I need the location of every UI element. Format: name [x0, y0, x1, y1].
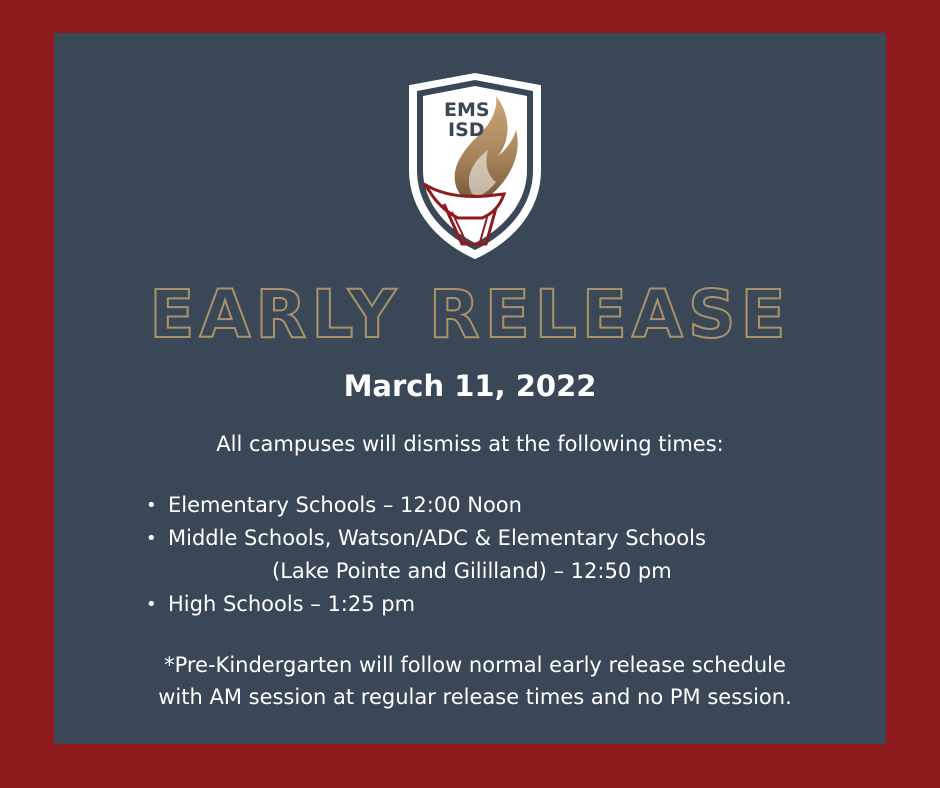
dismissal-schedule-list — [144, 489, 844, 621]
list-item — [144, 522, 844, 588]
logo-text-line2: ISD — [448, 119, 485, 141]
prek-note-line2: with AM session at regular release times and no PM session. — [158, 685, 792, 709]
list-item — [144, 588, 844, 621]
schedule-text: High Schools – 1:25 pm — [168, 592, 416, 616]
schedule-text: Elementary Schools – 12:00 Noon — [168, 493, 522, 517]
headline: EARLY RELEASE — [149, 276, 791, 353]
list-item — [144, 489, 844, 522]
district-logo — [400, 72, 550, 262]
schedule-continuation: (Lake Pointe and Gililland) – 12:50 pm — [272, 559, 672, 583]
schedule-text: Middle Schools, Watson/ADC & Elementary Schools — [168, 526, 706, 550]
prek-note — [0, 649, 940, 713]
logo-text-line1: EMS — [444, 99, 490, 121]
bullet-icon: • — [146, 594, 157, 615]
shield-torch-icon — [400, 72, 550, 262]
release-date: March 11, 2022 — [343, 369, 597, 403]
dismissal-intro: All campuses will dismiss at the following times: — [216, 432, 724, 456]
prek-note-line1: *Pre-Kindergarten will follow normal early release schedule — [164, 653, 786, 677]
bullet-icon: • — [146, 528, 157, 549]
bullet-icon: • — [146, 495, 157, 516]
